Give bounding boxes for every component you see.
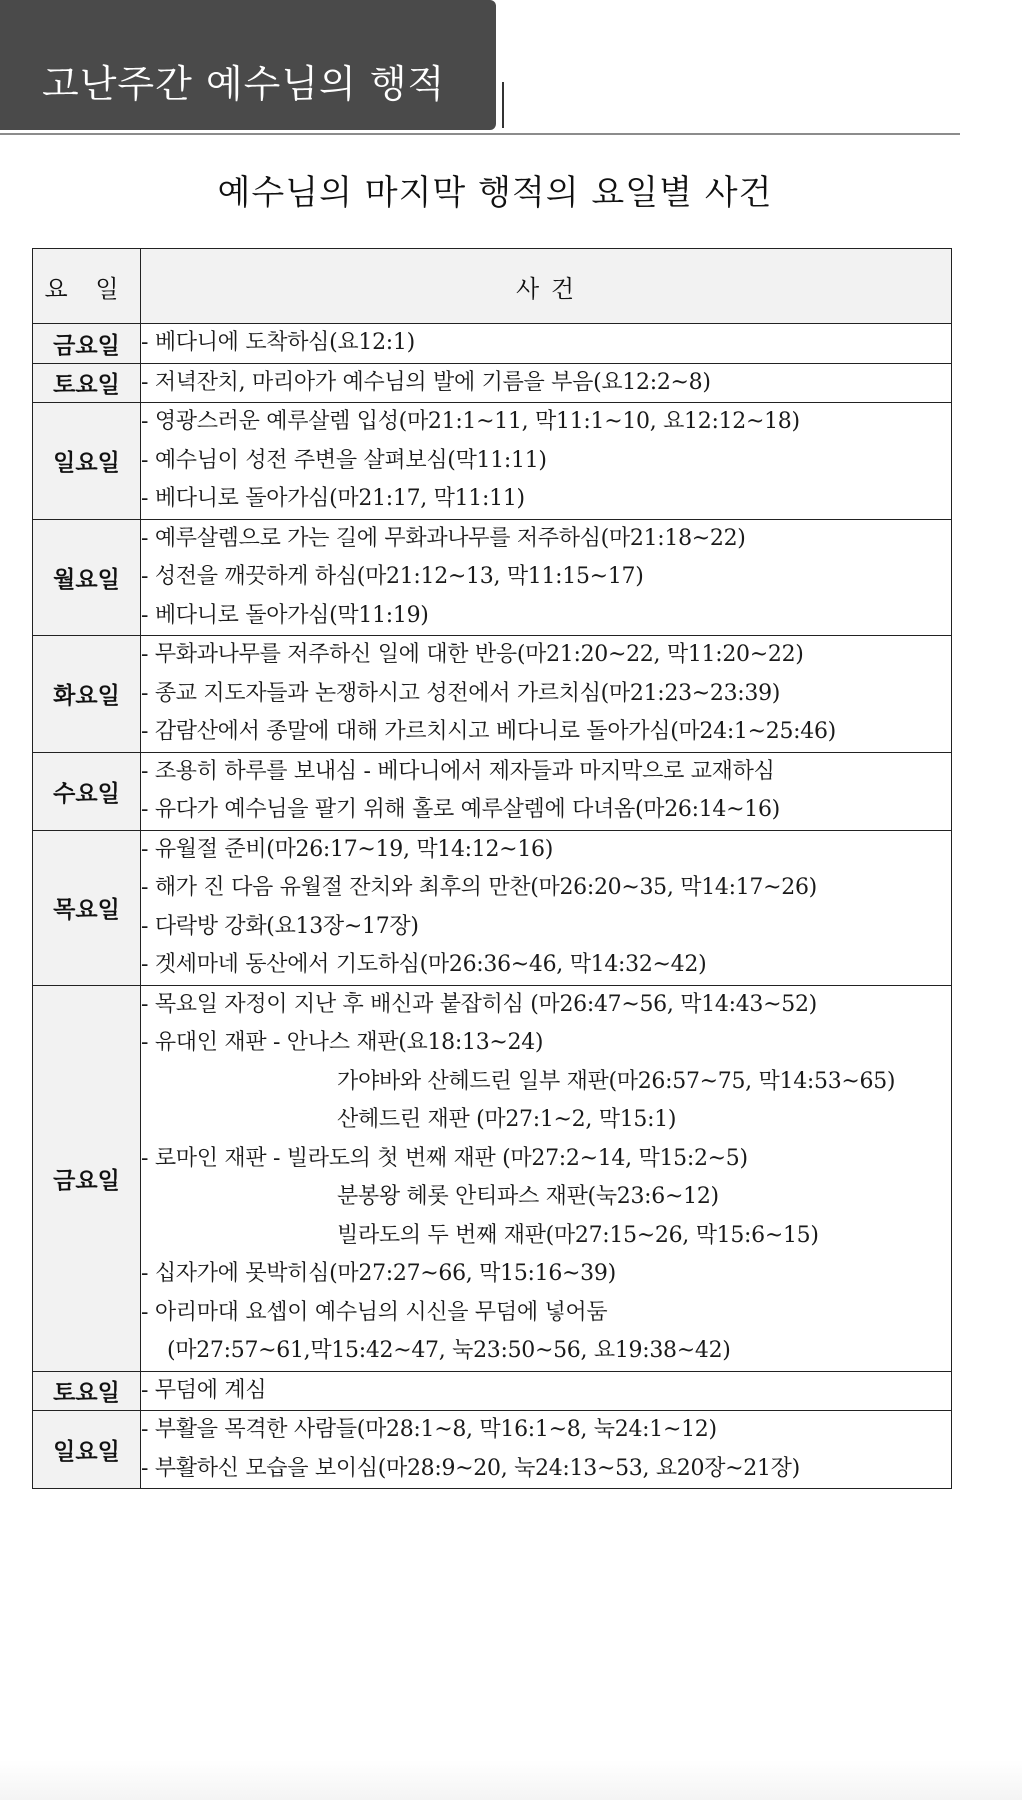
day-cell: 목요일 xyxy=(33,830,141,985)
events-cell xyxy=(141,752,952,830)
table-header-row xyxy=(33,249,952,324)
event-line: - 십자가에 못박히심(마27:27~66, 막15:16~39) xyxy=(141,1261,616,1286)
event-line: - 부활을 목격한 사람들(마28:1~8, 막16:1~8, 눅24:1~12) xyxy=(141,1417,717,1442)
event-line: (마27:57~61,막15:42~47, 눅23:50~56, 요19:38~42) xyxy=(167,1338,731,1363)
events-cell xyxy=(141,636,952,753)
day-cell: 토요일 xyxy=(33,363,141,403)
day-cell: 토요일 xyxy=(33,1371,141,1411)
page-title: 고난주간 예수님의 행적 xyxy=(42,62,446,106)
event-line: 분봉왕 헤롯 안티파스 재판(눅23:6~12) xyxy=(337,1184,719,1209)
day-cell: 일요일 xyxy=(33,1411,141,1489)
events-cell xyxy=(141,403,952,520)
event-line: - 유월절 준비(마26:17~19, 막14:12~16) xyxy=(141,836,553,862)
event-line: - 성전을 깨끗하게 하심(마21:12~13, 막11:15~17) xyxy=(141,564,644,589)
event-line: - 영광스러운 예루살렘 입성(마21:1~11, 막11:1~10, 요12:12~18) xyxy=(141,409,800,434)
header-divider-tick xyxy=(502,82,504,128)
day-cell: 금요일 xyxy=(33,985,141,1371)
events-cell xyxy=(141,1411,952,1489)
page-bottom-edge xyxy=(0,1760,1022,1800)
events-cell xyxy=(141,830,952,985)
events-cell xyxy=(141,1371,952,1411)
table-row xyxy=(33,403,952,520)
column-header-event: 사 건 xyxy=(141,249,952,324)
event-line: - 해가 진 다음 유월절 잔치와 최후의 만찬(마26:20~35, 막14:17~26) xyxy=(141,875,817,900)
events-cell xyxy=(141,985,952,1371)
event-line: 빌라도의 두 번째 재판(마27:15~26, 막15:6~15) xyxy=(337,1222,819,1248)
day-cell: 화요일 xyxy=(33,636,141,753)
event-line: - 무덤에 계심 xyxy=(141,1377,267,1403)
event-line: - 무화과나무를 저주하신 일에 대한 반응(마21:20~22, 막11:20~22) xyxy=(141,642,804,667)
event-line: - 감람산에서 종말에 대해 가르치시고 베다니로 돌아가심(마24:1~25:46) xyxy=(141,719,836,744)
table-row xyxy=(33,830,952,985)
event-line: - 유대인 재판 - 안나스 재판(요18:13~24) xyxy=(141,1030,544,1055)
header-rule xyxy=(0,133,960,135)
table-row xyxy=(33,636,952,753)
day-cell: 월요일 xyxy=(33,519,141,636)
events-cell xyxy=(141,363,952,403)
event-line: 가야바와 산헤드린 일부 재판(마26:57~75, 막14:53~65) xyxy=(337,1068,896,1094)
table-row xyxy=(33,1411,952,1489)
day-cell: 금요일 xyxy=(33,324,141,364)
event-line: - 예루살렘으로 가는 길에 무화과나무를 저주하심(마21:18~22) xyxy=(141,525,746,551)
event-line: - 아리마대 요셉이 예수님의 시신을 무덤에 넣어둠 xyxy=(141,1299,608,1325)
table-title: 예수님의 마지막 행적의 요일별 사건 xyxy=(217,173,773,213)
event-line: - 조용히 하루를 보내심 - 베다니에서 제자들과 마지막으로 교재하심 xyxy=(141,758,775,784)
table-row xyxy=(33,519,952,636)
event-line: - 다락방 강화(요13장~17장) xyxy=(141,913,419,939)
event-line: - 부활하신 모습을 보이심(마28:9~20, 눅24:13~53, 요20장~21장) xyxy=(141,1455,800,1481)
event-line: - 베다니로 돌아가심(마21:17, 막11:11) xyxy=(141,486,525,511)
event-line: - 베다니에 도착하심(요12:1) xyxy=(141,330,415,355)
table-row xyxy=(33,363,952,403)
event-line: - 겟세마네 동산에서 기도하심(마26:36~46, 막14:32~42) xyxy=(141,952,707,977)
events-cell xyxy=(141,324,952,364)
table-row xyxy=(33,1371,952,1411)
event-line: 산헤드린 재판 (마27:1~2, 막15:1) xyxy=(337,1107,677,1132)
event-line: - 베다니로 돌아가심(막11:19) xyxy=(141,602,429,628)
event-line: - 로마인 재판 - 빌라도의 첫 번째 재판 (마27:2~14, 막15:2~5) xyxy=(141,1145,748,1171)
event-line: - 예수님이 성전 주변을 살펴보심(막11:11) xyxy=(141,447,547,473)
table-row xyxy=(33,324,952,364)
event-line: - 유다가 예수님을 팔기 위해 홀로 예루살렘에 다녀옴(마26:14~16) xyxy=(141,797,780,822)
event-line: - 목요일 자정이 지난 후 배신과 붙잡히심 (마26:47~56, 막14:43~52) xyxy=(141,991,817,1017)
column-header-day: 요 일 xyxy=(33,249,141,324)
event-line: - 저녁잔치, 마리아가 예수님의 발에 기름을 부음(요12:2~8) xyxy=(141,369,711,395)
event-line: - 종교 지도자들과 논쟁하시고 성전에서 가르치심(마21:23~23:39) xyxy=(141,680,781,706)
events-cell xyxy=(141,519,952,636)
day-cell: 수요일 xyxy=(33,752,141,830)
table-row xyxy=(33,985,952,1371)
schedule-table xyxy=(32,248,952,1489)
day-cell: 일요일 xyxy=(33,403,141,520)
table-row xyxy=(33,752,952,830)
